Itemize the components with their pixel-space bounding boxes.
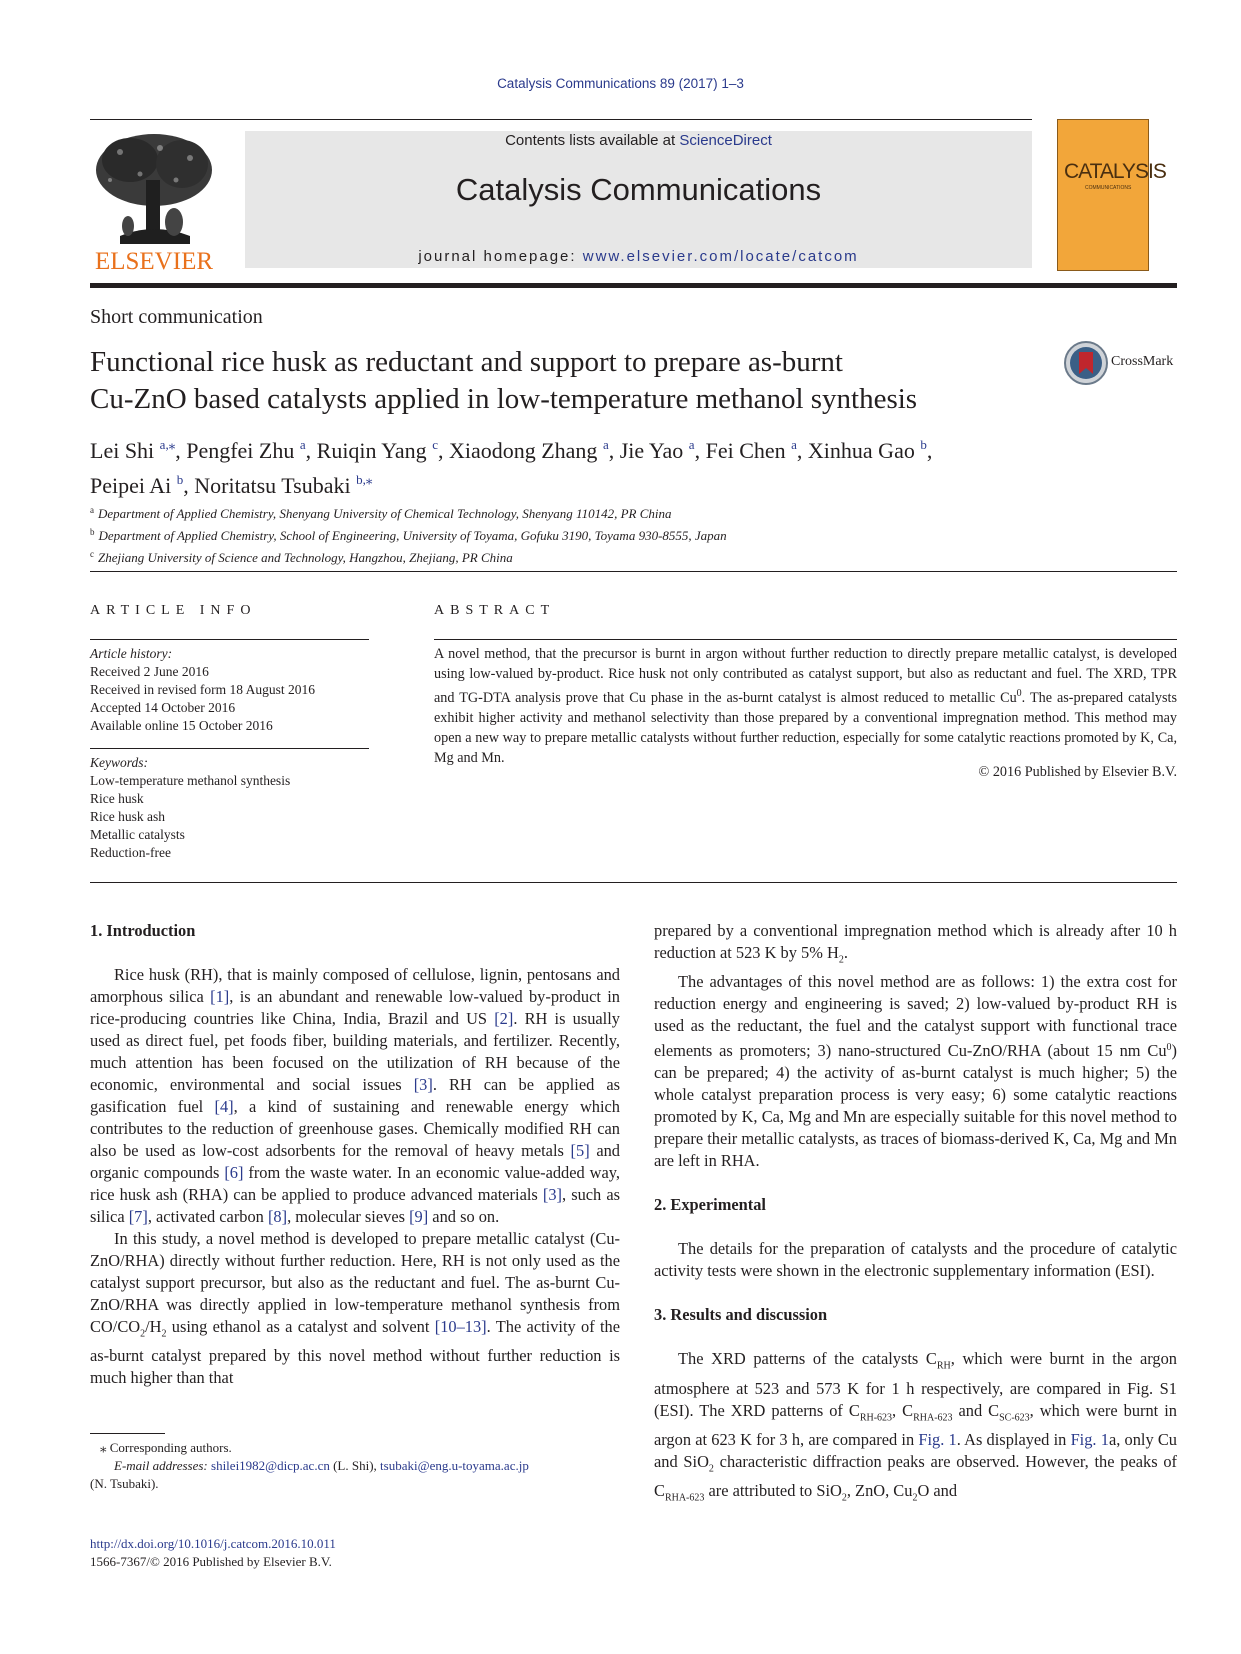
homepage-link[interactable]: www.elsevier.com/locate/catcom xyxy=(582,248,859,265)
citation-link[interactable]: [8] xyxy=(267,1207,288,1226)
keywords-label: Keywords: xyxy=(90,755,148,770)
article-history xyxy=(90,645,370,735)
elsevier-wordmark: ELSEVIER xyxy=(94,248,214,275)
corresponding-author-footnote xyxy=(90,1439,630,1493)
paragraph: In this study, a novel method is developed to prepare metallic catalyst (Cu-ZnO/RHA) directly without further reduction. Here, RH is not only used as the catalyst support precursor, but also as the reductant and fuel. The as-burnt Cu-ZnO/RHA was directly applied in low-temperature methanol synthesis from $CO/CO_2/H_2$ using ethanol as a catalyst and solvent [10–13]. The activity of the as-burnt catalyst prepared by this novel method without further reduction is much higher than that xyxy=(90,1229,620,1388)
citation-link[interactable]: [6] xyxy=(224,1163,244,1182)
cover-subtitle: COMMUNICATIONS xyxy=(1085,185,1132,191)
author[interactable]: Xinhua Gao $^b$ xyxy=(807,437,927,463)
history-label: Article history: xyxy=(90,646,173,661)
author-list: Lei Shi $^{a,⁎}$, Pengfei Zhu $^a$, Ruiqin Yang $^c$, Xiaodong Zhang $^a$, Jie Yao $^a$, Fei Chen $^a$, Xinhua Gao $^b$, Peipei Ai $^b$, Noritatsu Tsubaki $^{b,⁎}$ xyxy=(90,437,933,498)
rule xyxy=(434,639,1177,640)
keywords xyxy=(90,754,370,862)
keyword: Reduction-free xyxy=(90,845,171,860)
article-title-line-1: Functional rice husk as reductant and support to prepare as-burnt xyxy=(90,346,843,378)
footnote-emails: E-mail addresses: shilei1982@dicp.ac.cn (L. Shi), tsubaki@eng.u-toyama.ac.jp xyxy=(114,1458,529,1473)
paragraph: prepared by a conventional impregnation method which is already after 10 h reduction at 523 K by 5% $H_2$. xyxy=(654,921,1177,966)
citation-link[interactable]: [4] xyxy=(214,1097,234,1116)
history-item: Available online 15 October 2016 xyxy=(90,718,273,733)
paragraph: The XRD patterns of the catalysts $C_{RH}$, which were burnt in the argon atmosphere at 523 and 573 K for 1 h respectively, are compared in Fig. S1 (ESI). The XRD patterns of $C_{RH-623}$, $C_{RHA-623}$ and $C_{SC-623}$, which were burnt in argon at 623 K for 3 h, are compared in Fig. 1. As displayed in Fig. 1a, only Cu and SiO$_2$ characteristic diffraction peaks are observed. However, the peaks of $C_{RHA-623}$ are attributed to SiO$_2$, ZnO, $Cu_2O$ and xyxy=(654,1349,1177,1504)
rule xyxy=(90,639,369,640)
email-link[interactable]: shilei1982@dicp.ac.cn xyxy=(211,1458,330,1473)
rule xyxy=(90,748,369,749)
contents-available-line xyxy=(245,132,1032,149)
footnote-corresponding: ⁎ Corresponding authors. xyxy=(100,1440,232,1455)
affiliation-list xyxy=(90,501,1090,567)
article-title-line-2: Cu-ZnO based catalysts applied in low-temperature methanol synthesis xyxy=(90,383,918,415)
journal-reference-link[interactable]: Catalysis Communications 89 (2017) 1–3 xyxy=(497,76,744,91)
section-heading: 2. Experimental xyxy=(654,1195,766,1215)
article-type: Short communication xyxy=(90,306,263,328)
keyword: Rice husk xyxy=(90,791,144,806)
history-item: Received in revised form 18 August 2016 xyxy=(90,682,315,697)
citation-link[interactable]: [9] xyxy=(409,1207,429,1226)
author[interactable]: Noritatsu Tsubaki $^{b,⁎}$ xyxy=(194,472,373,498)
crossmark-label[interactable]: CrossMark xyxy=(1111,354,1174,369)
author[interactable]: Lei Shi $^{a,⁎}$ xyxy=(90,437,176,463)
author[interactable]: Peipei Ai $^b$ xyxy=(90,472,184,498)
cover-title: CATALYSIS xyxy=(1064,160,1166,183)
author[interactable]: Fei Chen $^a$ xyxy=(705,437,797,463)
author[interactable]: Pengfei Zhu $^a$ xyxy=(186,437,306,463)
journal-cover-thumbnail[interactable] xyxy=(1057,119,1149,271)
section-heading: 3. Results and discussion xyxy=(654,1305,828,1325)
citation-link[interactable]: [1] xyxy=(210,987,230,1006)
author[interactable]: Jie Yao $^a$ xyxy=(619,437,695,463)
abstract-heading: ABSTRACT xyxy=(434,603,556,618)
affiliation: $^c$ Zhejiang University of Science and Technology, Hangzhou, Zhejiang, PR China xyxy=(90,549,513,565)
issn-line: 1566-7367/© 2016 Published by Elsevier B.V. xyxy=(90,1554,332,1569)
header-thick-rule xyxy=(90,283,1177,288)
citation-link[interactable]: [2] xyxy=(494,1009,514,1028)
header-top-rule xyxy=(90,119,1032,120)
section-heading: 1. Introduction xyxy=(90,921,196,940)
rule xyxy=(90,882,1177,883)
affiliation: $^a$ Department of Applied Chemistry, Shenyang University of Chemical Technology, Shenyang 110142, PR China xyxy=(90,505,672,521)
contents-prefix: Contents lists available at xyxy=(505,132,676,149)
history-item: Received 2 June 2016 xyxy=(90,664,209,679)
keyword: Metallic catalysts xyxy=(90,827,185,842)
paragraph: Rice husk (RH), that is mainly composed of cellulose, lignin, pentosans and amorphous silica [1], is an abundant and renewable low-valued by-product in rice-producing countries like China, India, Brazil and US [2]. RH is usually used as direct fuel, pet foods fiber, building materials, and fertilizer. Recently, much attention has been focused on the utilization of RH because of the economic, environmental and social issues [3]. RH can be applied as gasification fuel [4], a kind of sustaining and renewable energy which contributes to the reduction of greenhouse gases. Chemically modified RH can also be used as low-cost adsorbents for the removal of heavy metals [5] and organic compounds [6] from the waste water. In an economic value-added way, rice husk ash (RHA) can be applied to produce advanced materials [3], such as silica [7], activated carbon [8], molecular sieves [9] and so on. xyxy=(90,965,621,1226)
article-title xyxy=(90,344,1050,418)
homepage-prefix: journal homepage: xyxy=(418,248,577,265)
article-info-heading: ARTICLE INFO xyxy=(90,603,257,618)
body-left-column xyxy=(90,920,620,1389)
affiliation: $^b$ Department of Applied Chemistry, School of Engineering, University of Toyama, Gofuku 3190, Toyama 930-8555, Japan xyxy=(90,527,727,543)
journal-homepage-line xyxy=(245,248,1032,265)
abstract-text: A novel method, that the precursor is burnt in argon without further reduction to directly prepare metallic catalyst, is developed using low-valued by-product. Rice husk not only contributed as catalyst support, but also as reductant and fuel. The XRD, TPR and TG-DTA analysis prove that Cu phase in the as-burnt catalyst is almost reduced to metallic Cu$^0$. The as-prepared catalysts exhibit higher activity and methanol selectivity than those prepared by a conventional impregnation method. This method may open a new way to prepare metallic catalysts without further reduction, especially for some catalytic reactions promoted by K, Ca, Mg and Mn. xyxy=(434,646,1177,766)
footnote-rule xyxy=(90,1433,165,1434)
citation-link[interactable]: [5] xyxy=(570,1141,590,1160)
doi-block xyxy=(90,1535,630,1571)
history-item: Accepted 14 October 2016 xyxy=(90,700,236,715)
citation-link[interactable]: [7] xyxy=(128,1207,148,1226)
body-right-column xyxy=(654,920,1177,1509)
journal-title: Catalysis Communications xyxy=(455,172,822,207)
sciencedirect-link[interactable]: ScienceDirect xyxy=(679,132,772,149)
rule xyxy=(90,571,1177,572)
figure-link[interactable]: Fig. 1 xyxy=(918,1429,957,1449)
figure-link[interactable]: Fig. 1 xyxy=(1070,1429,1109,1449)
keyword: Rice husk ash xyxy=(90,809,165,824)
citation-link[interactable]: [3] xyxy=(413,1075,433,1094)
abstract-copyright: © 2016 Published by Elsevier B.V. xyxy=(978,764,1177,780)
citation-link[interactable]: [3] xyxy=(542,1185,562,1204)
email-link[interactable]: tsubaki@eng.u-toyama.ac.jp xyxy=(380,1458,529,1473)
citation-link[interactable]: [10–13] xyxy=(434,1317,487,1336)
keyword: Low-temperature methanol synthesis xyxy=(90,773,291,788)
doi-link[interactable]: http://dx.doi.org/10.1016/j.catcom.2016.10.011 xyxy=(90,1536,336,1551)
paragraph: The advantages of this novel method are as follows: 1) the extra cost for reduction energy and engineering is saved; 2) low-valued by-product RH is used as the reductant, the fuel and the catalyst support with functional trace elements as promoters; 3) nano-structured Cu-ZnO/RHA (about 15 nm Cu$^0$) can be prepared; 4) the activity of as-burnt catalyst is much higher; 5) the whole catalyst preparation process is very easy; 6) some catalytic reactions promoted by K, Ca, Mg and Mn are especially suitable for this novel method to prepare their metallic catalysts, as traces of biomass-derived K, Ca, Mg and Mn are left in RHA. xyxy=(654,972,1177,1171)
author[interactable]: Ruiqin Yang $^c$ xyxy=(316,437,438,463)
footnote-email-owner: (N. Tsubaki). xyxy=(90,1476,159,1491)
paragraph: The details for the preparation of catalysts and the procedure of catalytic activity tests were shown in the electronic supplementary information (ESI). xyxy=(654,1239,1177,1281)
author[interactable]: Xiaodong Zhang $^a$ xyxy=(448,437,609,463)
